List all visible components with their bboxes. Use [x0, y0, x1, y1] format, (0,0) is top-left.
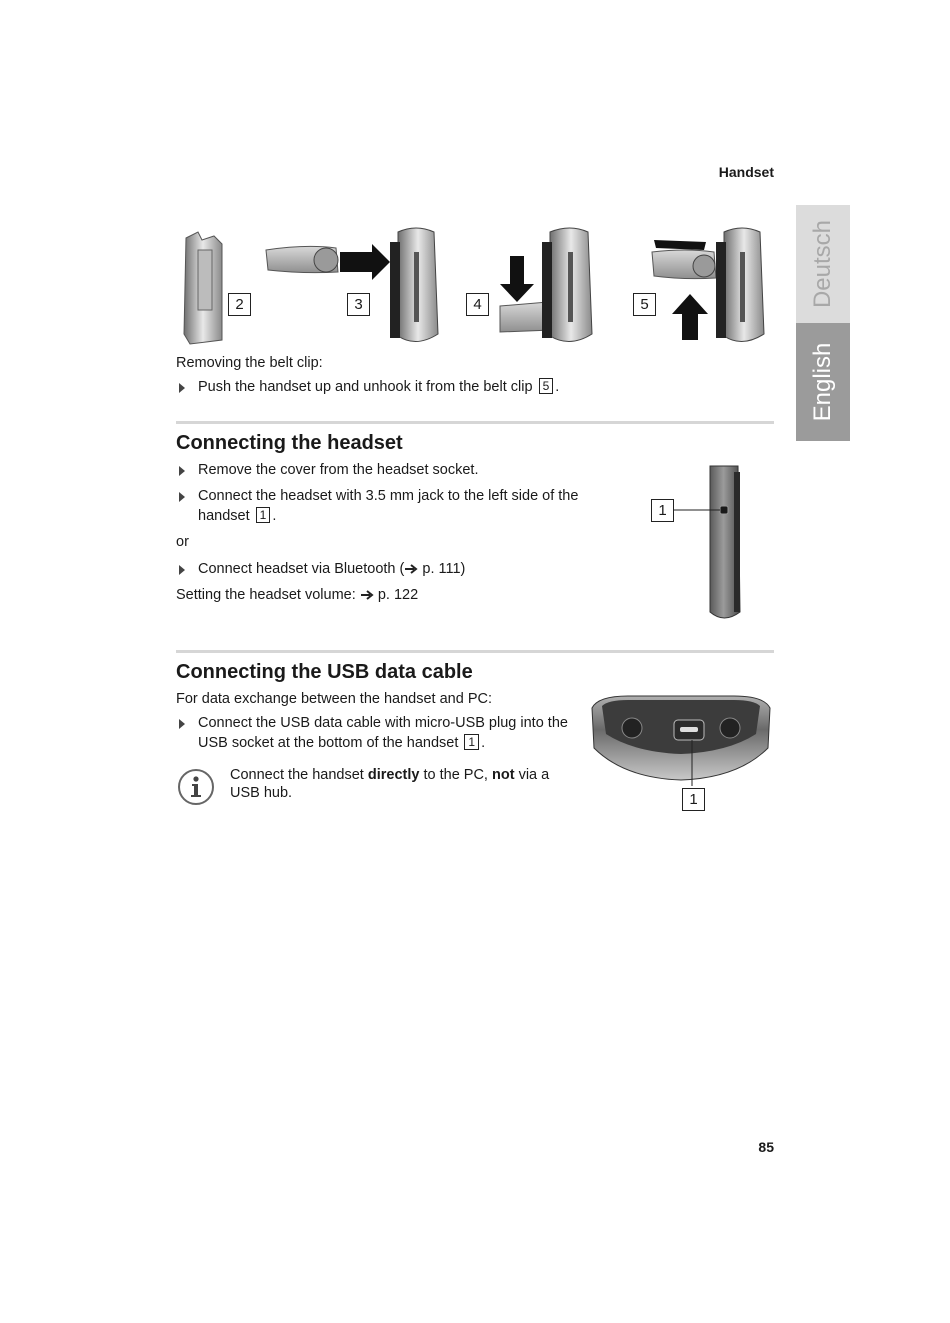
belt-clip-step-text: Push the handset up and unhook it from the belt clip [198, 379, 533, 395]
section-divider [176, 421, 774, 424]
usb-figure-callout: 1 [682, 788, 705, 811]
figure-callout-3: 3 [347, 293, 370, 316]
headset-socket-figure [672, 462, 776, 626]
usb-step-end: . [481, 735, 486, 751]
headset-figure-callout: 1 [651, 499, 674, 522]
usb-note-bold1: directly [367, 767, 420, 783]
headset-or: or [176, 534, 189, 550]
bullet-arrow-icon [179, 492, 185, 502]
tab-deutsch[interactable] [796, 205, 850, 323]
belt-clip-intro: Removing the belt clip: [176, 355, 323, 371]
belt-clip-figure [176, 222, 774, 350]
usb-note [230, 766, 560, 802]
headset-step-3-text: Connect headset via Bluetooth ( [198, 561, 405, 577]
belt-clip-step-ref: 5 [539, 378, 554, 394]
bullet-arrow-icon [179, 719, 185, 729]
headset-heading: Connecting the headset [176, 432, 403, 454]
figure-callout-2: 2 [228, 293, 251, 316]
usb-heading: Connecting the USB data cable [176, 661, 473, 683]
bullet-arrow-icon [179, 383, 185, 393]
usb-step-ref: 1 [464, 734, 479, 750]
bullet-arrow-icon [179, 565, 185, 575]
headset-step-1-text: Remove the cover from the headset socket. [198, 462, 479, 478]
arrow-right-icon [404, 564, 418, 574]
headset-volume [176, 585, 418, 605]
usb-note-part3: via a USB hub. [230, 767, 550, 801]
usb-step [198, 713, 568, 753]
headset-step-2-ref: 1 [256, 507, 271, 523]
usb-note-bold2: not [492, 767, 515, 783]
headset-step-3 [198, 559, 598, 579]
arrow-right-icon [360, 590, 374, 600]
tab-english[interactable] [796, 323, 850, 441]
headset-step-2-text: Connect the headset with 3.5 mm jack to the left side of the handset [198, 488, 579, 524]
tab-deutsch-label: Deutsch [809, 219, 836, 309]
tab-english-label: English [809, 342, 836, 422]
usb-socket-figure [588, 694, 774, 786]
belt-clip-step [198, 377, 618, 397]
section-divider [176, 650, 774, 653]
figure-callout-4: 4 [466, 293, 489, 316]
headset-step-2 [198, 486, 598, 526]
headset-volume-ref: p. 122 [377, 587, 419, 603]
usb-intro: For data exchange between the handset and PC: [176, 691, 492, 707]
usb-step-text: Connect the USB data cable with micro-USB plug into the USB socket at the bottom of the handset [198, 715, 568, 751]
belt-clip-step-end: . [555, 379, 560, 395]
usb-note-part1: Connect the handset [230, 767, 368, 783]
headset-step-3-ref: p. 111) [422, 561, 466, 577]
bullet-arrow-icon [179, 466, 185, 476]
running-header: Handset [718, 164, 774, 180]
headset-step-1 [198, 460, 598, 480]
info-icon [177, 768, 215, 806]
usb-note-part2: to the PC, [419, 767, 492, 783]
headset-step-2-end: . [272, 508, 277, 524]
figure-callout-5: 5 [633, 293, 656, 316]
page-number: 85 [758, 1139, 774, 1155]
headset-volume-text: Setting the headset volume: [176, 587, 356, 603]
